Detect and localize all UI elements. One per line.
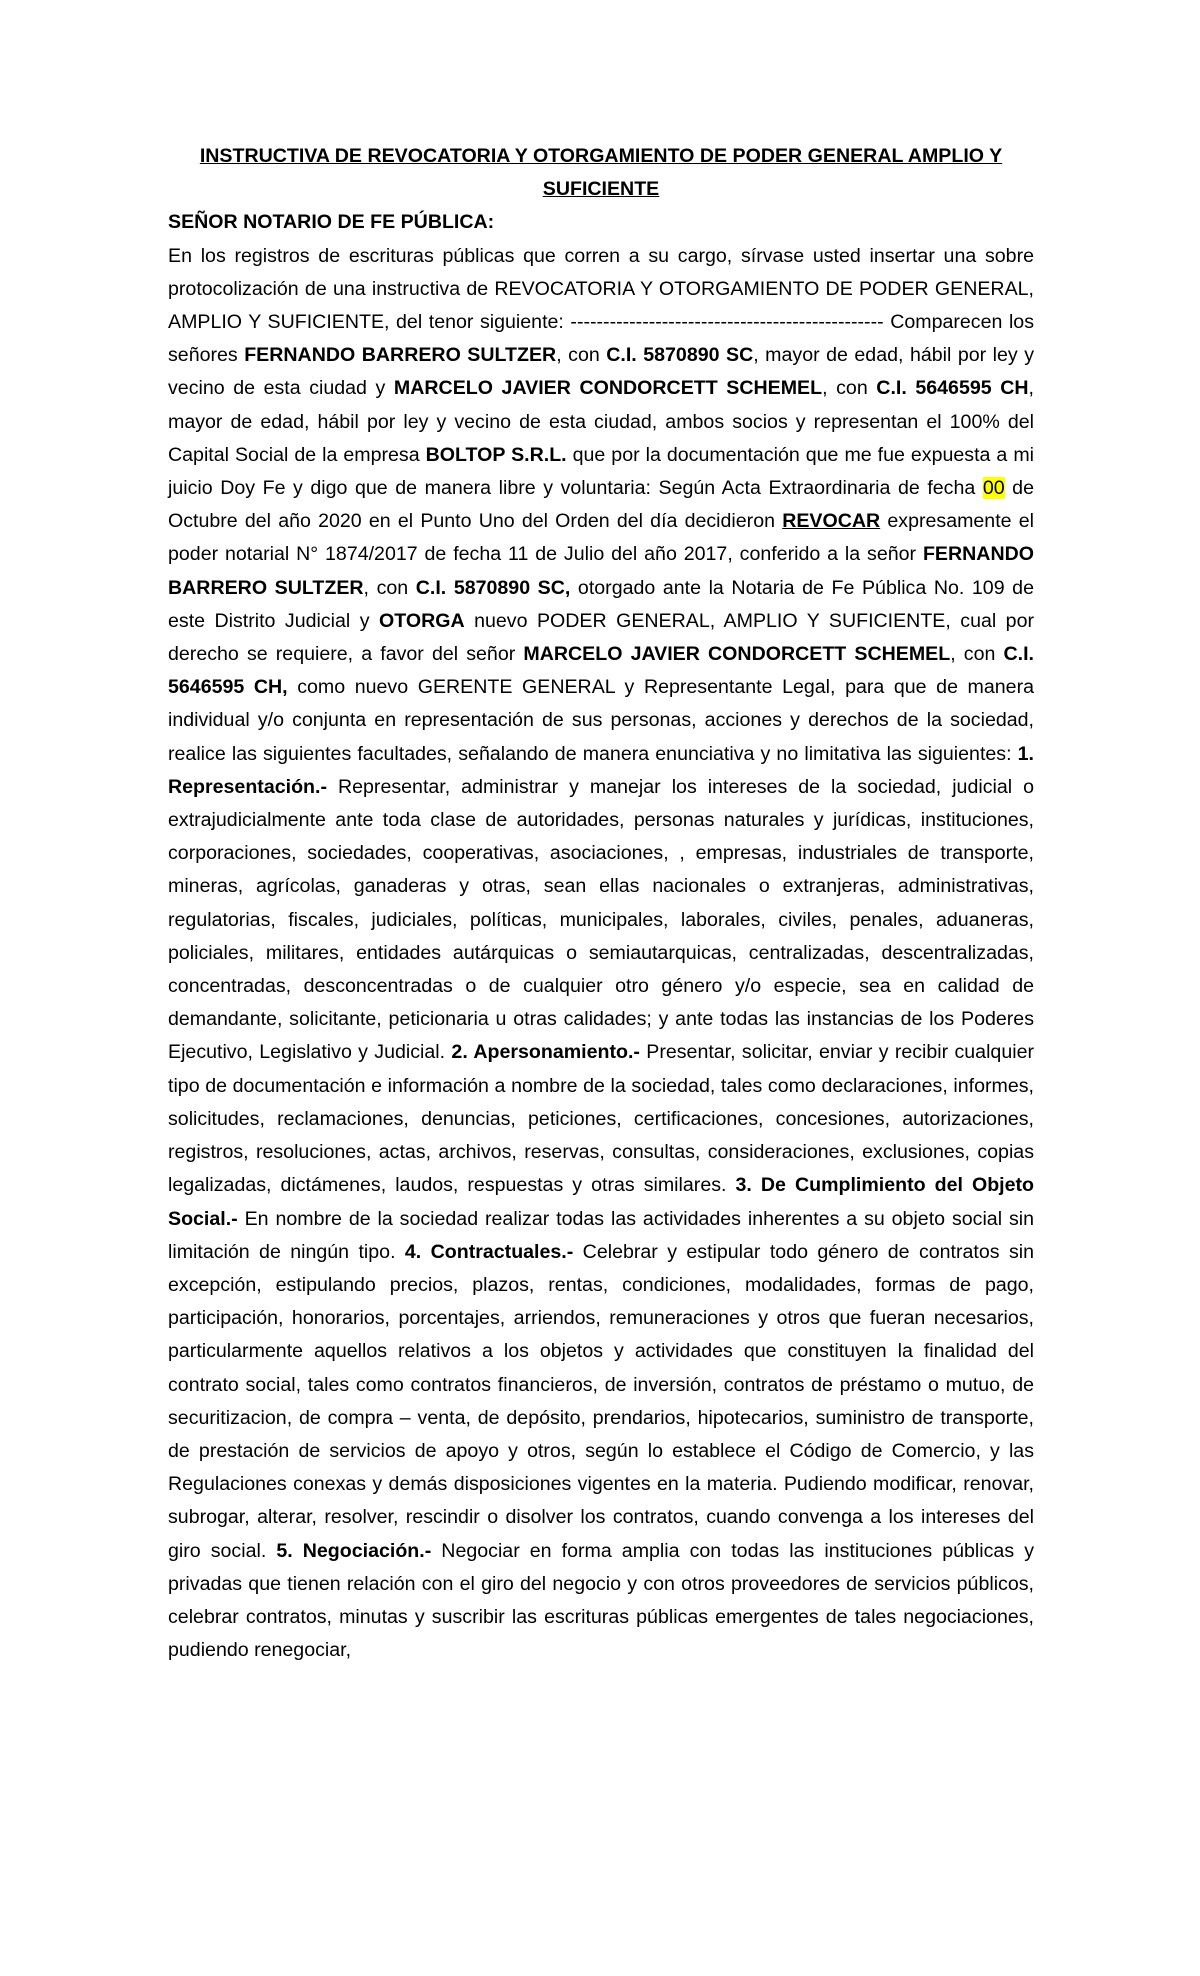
bold-text-run: C.I. 5870890 SC xyxy=(606,344,754,367)
text-run: En los registros de escrituras públicas que corren a su cargo, sírvase usted insertar una sobre protocolización de una instructiva de REVOCATORIA Y OTORGAMIENTO DE PODER GENERAL, AMPLIO Y SUFICIENTE, del tenor siguiente: ------------------------------------------------ Comparecen los señores xyxy=(168,244,1034,367)
bold-text-run: OTORGA xyxy=(379,609,465,632)
text-run: , con xyxy=(950,643,1004,666)
text-run: Presentar, solicitar, enviar y recibir cualquier tipo de documentación e información a nombre de la sociedad, tales como declaraciones, informes, solicitudes, reclamaciones, denuncias, peticiones, certificaciones, concesiones, autorizaciones, registros, resoluciones, actas, archivos, reservas, consultas, consideraciones, exclusiones, copias legalizadas, dictámenes, laudos, respuestas y otras similares. xyxy=(168,1041,1035,1197)
bold-text-run: 4. Contractuales.- xyxy=(404,1240,574,1263)
text-run: , con xyxy=(822,377,877,400)
text-run: , mayor de edad, hábil por ley y vecino de esta ciudad y xyxy=(168,344,1034,400)
salutation: SEÑOR NOTARIO DE FE PÚBLICA: xyxy=(168,211,495,234)
bold-text-run: MARCELO JAVIER CONDORCETT SCHEMEL xyxy=(523,643,951,666)
bold-text-run: 1. Representación.- xyxy=(168,742,1034,798)
bold-text-run: 5. Negociación.- xyxy=(276,1539,432,1562)
text-run: , con xyxy=(556,344,607,367)
bold-text-run: C.I. 5870890 SC, xyxy=(415,576,571,599)
text-run: otorgado ante la Notaria de Fe Pública No. 109 de este Distrito Judicial y xyxy=(168,576,1034,632)
text-run: de Octubre del año 2020 en el Punto Uno del Orden del día decidieron xyxy=(168,477,1034,533)
text-run: Negociar en forma amplia con todas las instituciones públicas y privadas que tienen relación con el giro del negocio y con otros proveedores de servicios públicos, celebrar contratos, minutas y suscribir las escrituras públicas emergentes de tales negociaciones, pudiendo renegociar, xyxy=(168,1539,1034,1662)
text-run: , con xyxy=(363,576,416,599)
document-body xyxy=(168,240,1034,1668)
text-run: Representar, administrar y manejar los intereses de la sociedad, judicial o extrajudicialmente ante toda clase de autoridades, personas naturales y jurídicas, instituciones, corporaciones, sociedades, cooperativas, asociaciones, , empresas, industriales de transporte, mineras, agrícolas, ganaderas y otras, sean ellas nacionales o extranjeras, administrativas, regulatorias, fiscales, judiciales, políticas, municipales, laborales, civiles, penales, aduaneras, policiales, militares, entidades autárquicas o semiautarquicas, centralizadas, descentralizadas, concentradas, desconcentradas o de cualquier otro género y/o especie, sea en calidad de demandante, solicitante, peticionaria u otras calidades; y ante todas las instancias de los Poderes Ejecutivo, Legislativo y Judicial. xyxy=(168,775,1034,1064)
bold-text-run: BOLTOP S.R.L. xyxy=(425,443,567,466)
bold-text-run: FERNANDO BARRERO SULTZER xyxy=(244,344,557,367)
bold-text-run: MARCELO JAVIER CONDORCETT SCHEMEL xyxy=(393,377,823,400)
document-content xyxy=(168,140,1034,1667)
highlighted-text-run: 00 xyxy=(982,477,1005,500)
bold-text-run: FERNANDO BARRERO SULTZER xyxy=(168,543,1034,599)
bold-text-run: C.I. 5646595 CH xyxy=(876,377,1029,400)
text-run: , mayor de edad, hábil por ley y vecino de esta ciudad, ambos socios y representan el 100% del Capital Social de la empresa xyxy=(168,377,1034,466)
bold-text-run: C.I. 5646595 CH, xyxy=(168,643,1034,699)
bold-text-run: 3. De Cumplimiento del Objeto Social.- xyxy=(168,1174,1035,1230)
text-run: En nombre de la sociedad realizar todas las actividades inherentes a su objeto social sin limitación de ningún tipo. xyxy=(168,1207,1034,1263)
document-title: INSTRUCTIVA DE REVOCATORIA Y OTORGAMIENTO DE PODER GENERAL AMPLIO Y SUFICIENTE xyxy=(199,145,1003,201)
text-run: expresamente el poder notarial N° 1874/2017 de fecha 11 de Julio del año 2017, conferido a la señor xyxy=(168,510,1034,566)
text-run: que por la documentación que me fue expuesta a mi juicio Doy Fe y digo que de manera libre y voluntaria: Según Acta Extraordinaria de fecha xyxy=(168,443,1034,500)
bold-text-run: 2. Apersonamiento.- xyxy=(451,1041,640,1064)
text-run: Celebrar y estipular todo género de contratos sin excepción, estipulando precios, plazos, rentas, condiciones, modalidades, formas de pago, participación, honorarios, porcentajes, arriendos, remuneraciones y otros que fueran necesarios, particularmente aquellos relativos a los objetos y actividades que constituyen la finalidad del contrato social, tales como contratos financieros, de inversión, contratos de préstamo o mutuo, de securitizacion, de compra – venta, de depósito, prendarios, hipotecarios, suministro de transporte, de prestación de servicios de apoyo y otros, según lo establece el Código de Comercio, y las Regulaciones conexas y demás disposiciones vigentes en la materia. Pudiendo modificar, renovar, subrogar, alterar, resolver, rescindir o disolver los contratos, cuando convenga a los intereses del giro social. xyxy=(168,1240,1034,1562)
text-run: nuevo PODER GENERAL, AMPLIO Y SUFICIENTE, cual por derecho se requiere, a favor del señor xyxy=(168,609,1034,666)
text-run: como nuevo GERENTE GENERAL y Representante Legal, para que de manera individual y/o conjunta en representación de sus personas, acciones y derechos de la sociedad, realice las siguientes facultades, señalando de manera enunciativa y no limitativa las siguientes: xyxy=(168,676,1034,765)
bold-text-run: REVOCAR xyxy=(782,510,881,533)
